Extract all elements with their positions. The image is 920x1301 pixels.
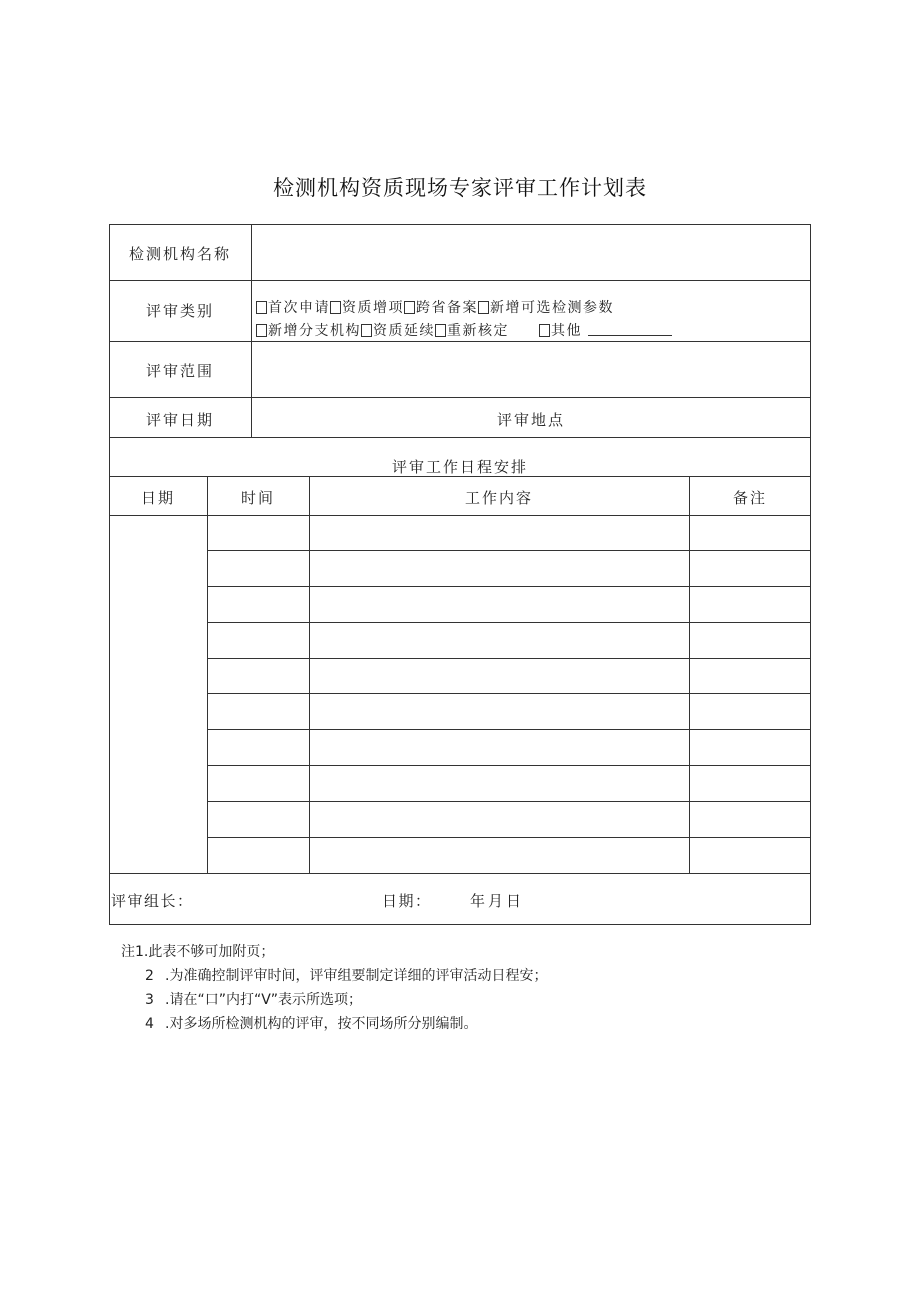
option-new-branch[interactable]: 新增分支机构 [256, 323, 361, 339]
option-first-application[interactable]: 首次申请 [256, 300, 330, 316]
row-divider [109, 397, 811, 398]
org-name-field[interactable] [252, 225, 810, 280]
schedule-title: 评审工作日程安排 [391, 458, 528, 476]
date-label: 日期： [382, 892, 432, 910]
option-qualification-renewal[interactable]: 资质延续 [361, 323, 435, 339]
row-divider [109, 873, 811, 874]
header-remark: 备注 [732, 489, 767, 507]
checkbox-icon[interactable] [330, 301, 341, 314]
row-divider [109, 515, 811, 516]
option-qualification-addition[interactable]: 资质增项 [330, 300, 404, 316]
note-number: 注1. [121, 944, 149, 960]
review-type-options-line2 [256, 320, 672, 340]
notes [121, 940, 547, 1036]
column-divider [689, 476, 690, 873]
schedule-row-divider [207, 765, 811, 766]
note-item [121, 1012, 547, 1036]
option-cross-province-filing[interactable]: 跨省备案 [404, 300, 478, 316]
note-number: 4 [145, 1016, 154, 1032]
column-divider [207, 476, 208, 873]
review-type-label: 评审类别 [145, 302, 214, 320]
option-other[interactable]: 其他 [539, 323, 672, 339]
note-number: 2 [145, 968, 154, 984]
schedule-date-cell[interactable] [110, 516, 207, 873]
date-format: 年月日 [470, 892, 525, 910]
column-divider [309, 476, 310, 873]
note-number: 3 [145, 992, 154, 1008]
row-divider [109, 437, 811, 438]
review-scope-field[interactable] [252, 342, 810, 397]
option-new-optional-parameters[interactable]: 新增可选检测参数 [478, 300, 614, 316]
schedule-row-divider [207, 550, 811, 551]
checkbox-icon[interactable] [404, 301, 415, 314]
option-reverification[interactable]: 重新核定 [435, 323, 509, 339]
schedule-row-divider [207, 693, 811, 694]
note-item [121, 940, 547, 964]
checkbox-icon[interactable] [435, 324, 446, 337]
review-type-options-line1 [256, 297, 614, 317]
review-location-label: 评审地点 [496, 411, 565, 429]
note-text: 此表不够可加附页； [148, 944, 275, 960]
schedule-row-divider [207, 729, 811, 730]
review-date-label: 评审日期 [145, 411, 214, 429]
header-time: 时间 [240, 489, 275, 507]
note-item [121, 964, 547, 988]
header-date: 日期 [140, 489, 175, 507]
leader-label: 评审组长： [111, 892, 194, 910]
page-title: 检测机构资质现场专家评审工作计划表 [273, 176, 647, 200]
schedule-row-divider [207, 801, 811, 802]
other-fill-line[interactable] [588, 323, 672, 336]
checkbox-icon[interactable] [256, 324, 267, 337]
note-text: .对多场所检测机构的评审，按不同场所分别编制。 [165, 1016, 478, 1032]
org-name-label: 检测机构名称 [128, 245, 231, 263]
row-divider [109, 280, 811, 281]
checkbox-icon[interactable] [256, 301, 267, 314]
note-item [121, 988, 547, 1012]
header-work-content: 工作内容 [464, 489, 533, 507]
schedule-row-divider [207, 658, 811, 659]
schedule-row-divider [207, 837, 811, 838]
checkbox-icon[interactable] [361, 324, 372, 337]
checkbox-icon[interactable] [478, 301, 489, 314]
checkbox-icon[interactable] [539, 324, 550, 337]
review-scope-label: 评审范围 [145, 362, 214, 380]
schedule-row-divider [207, 586, 811, 587]
note-text: .为准确控制评审时间，评审组要制定详细的评审活动日程安； [165, 968, 548, 984]
schedule-row-divider [207, 622, 811, 623]
note-text: .请在“口”内打“V”表示所选项； [165, 992, 363, 1008]
